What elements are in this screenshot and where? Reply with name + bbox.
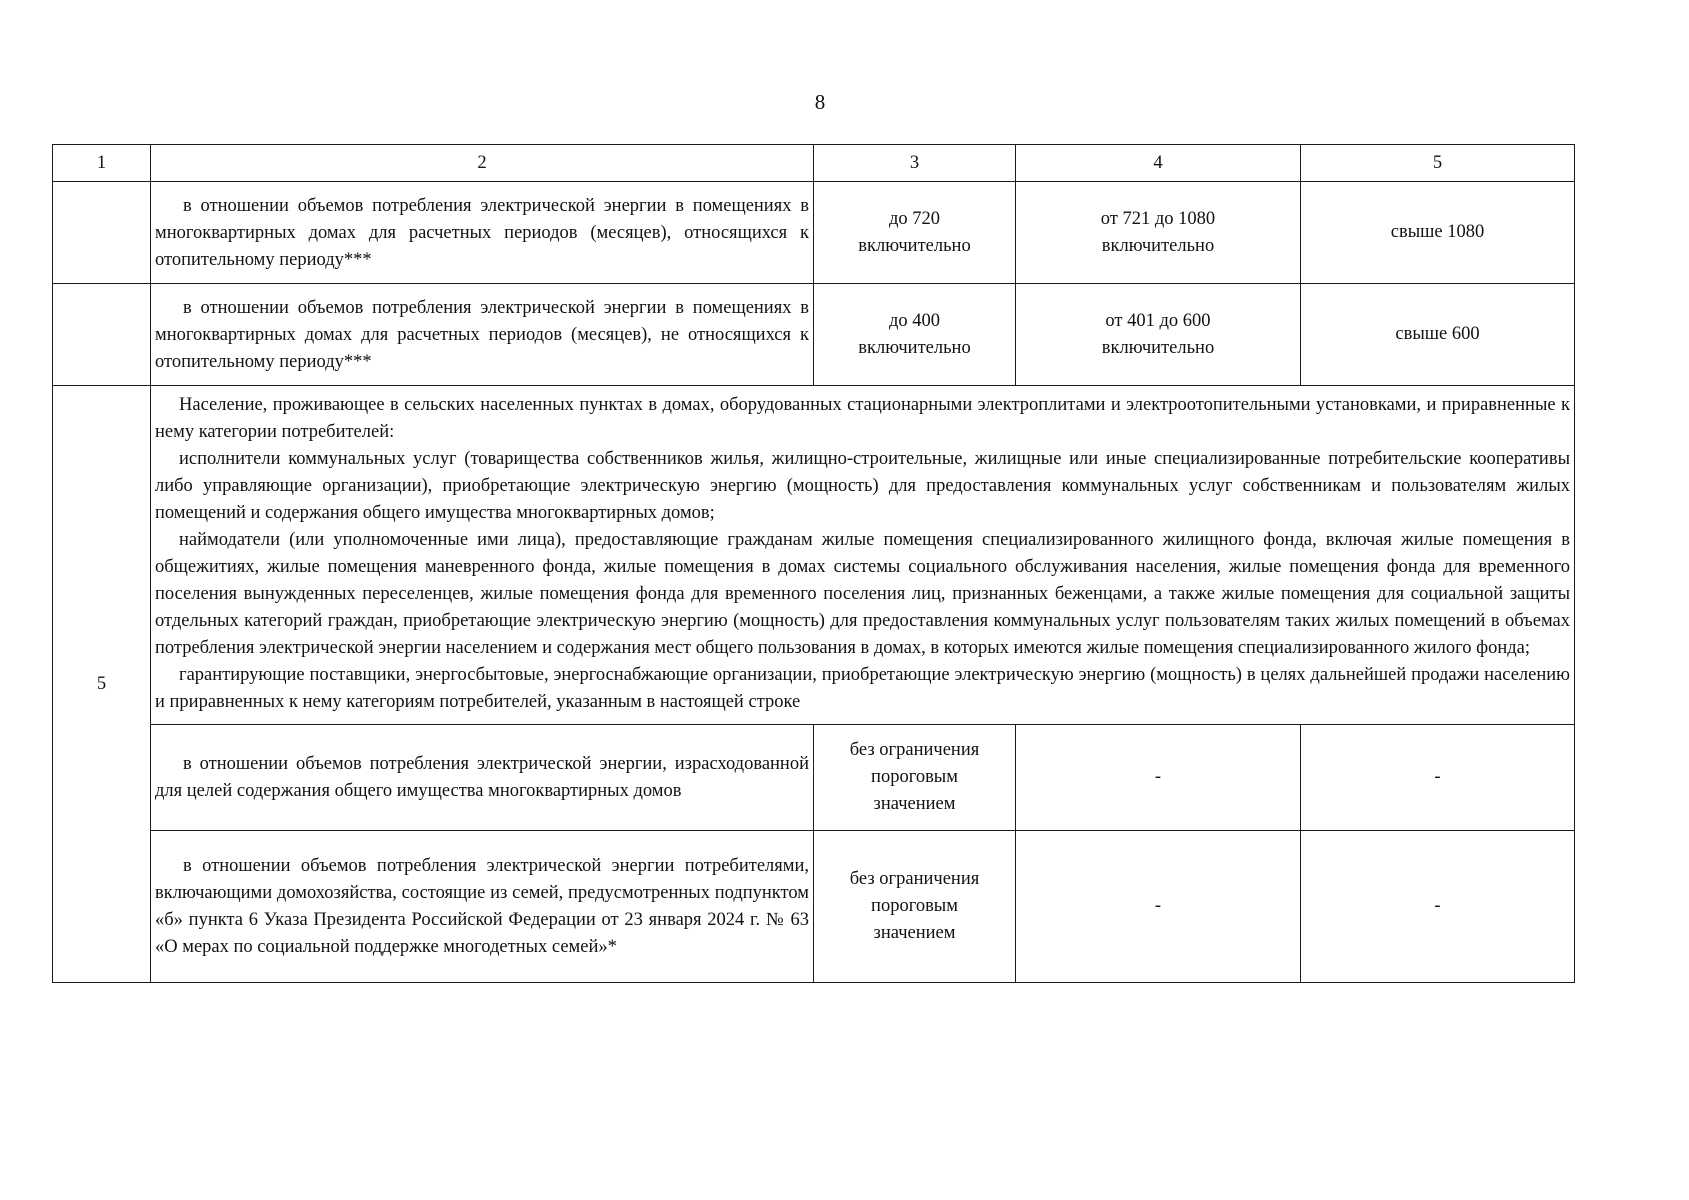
threshold-low-cell (814, 284, 1016, 386)
section-5-description (151, 386, 1575, 725)
page-number: 8 (814, 90, 826, 114)
table-header-row (53, 145, 1575, 182)
threshold-high-cell: свыше 600 (1301, 284, 1575, 386)
row-number-cell: 5 (53, 386, 151, 983)
threshold-mid-line-2: включительно (1101, 235, 1215, 256)
header-cell-4: 4 (1016, 145, 1301, 182)
threshold-low-line-2: пороговым (871, 767, 958, 787)
threshold-high-cell: свыше 1080 (1301, 182, 1575, 284)
row-number-cell-empty (53, 182, 151, 284)
header-cell-2: 2 (151, 145, 814, 182)
threshold-low-line-3: значением (873, 794, 956, 814)
threshold-low-cell (814, 831, 1016, 983)
threshold-mid-cell: - (1016, 831, 1301, 983)
threshold-low-line-2: включительно (858, 235, 971, 256)
threshold-mid-cell: - (1016, 725, 1301, 831)
threshold-high-cell: - (1301, 725, 1575, 831)
threshold-mid-line-1: от 721 до 1080 (1100, 208, 1216, 229)
table-row-non-heating-period (53, 284, 1575, 386)
threshold-mid-cell (1016, 284, 1301, 386)
threshold-low-line-1: без ограничения (849, 869, 980, 889)
section-paragraph: исполнители коммунальных услуг (товарищества собственников жилья, жилищно-строительные, жилищные или иные специализированные потребительские кооперативы либо управляющие организации), приобретающие электрическую энергию (мощность) для предоставления коммунальных услуг собственникам и пользователям жилых помещений и содержания общего имущества многоквартирных домов; (155, 449, 1570, 523)
section-paragraph: наймодатели (или уполномоченные ими лица), предоставляющие гражданам жилые помещения специализированного жилищного фонда, включая жилые помещения в общежитиях, жилые помещения маневренного фонда, жилые помещения в домах системы социального обслуживания населения, жилые помещения фонда для временного поселения вынужденных переселенцев, жилые помещения фонда для временного поселения лиц, признанных беженцами, а также жилые помещения для социальной защиты отдельных категорий граждан, приобретающие электрическую энергию (мощность) для предоставления коммунальных услуг пользователям таких жилых помещений в объемах потребления электрической энергии населением и содержания мест общего пользования в домах, в которых имеются жилые помещения специализированного жилого фонда; (155, 530, 1570, 658)
threshold-mid-line-2: включительно (1101, 337, 1215, 358)
section-paragraph: Население, проживающее в сельских населенных пунктах в домах, оборудованных стационарными электроплитами и электроотопительными установками, и приравненные к нему категории потребителей: (155, 395, 1570, 442)
description-cell: в отношении объемов потребления электрической энергии, израсходованной для целей содержания общего имущества многоквартирных домов (151, 725, 814, 831)
threshold-low-cell (814, 182, 1016, 284)
table-row-section-5-heading (53, 386, 1575, 725)
threshold-low-line-1: без ограничения (849, 740, 980, 760)
description-cell: в отношении объемов потребления электрической энергии в помещениях в многоквартирных домах для расчетных периодов (месяцев), относящихся к отопительному периоду*** (151, 182, 814, 284)
threshold-high-cell: - (1301, 831, 1575, 983)
header-cell-1: 1 (53, 145, 151, 182)
threshold-low-line-3: значением (873, 923, 956, 943)
threshold-low-line-1: до 720 (888, 208, 941, 229)
table-row-common-property (53, 725, 1575, 831)
header-cell-5: 5 (1301, 145, 1575, 182)
row-number-cell-empty (53, 284, 151, 386)
description-cell: в отношении объемов потребления электрической энергии в помещениях в многоквартирных домах для расчетных периодов (месяцев), не относящихся к отопительному периоду*** (151, 284, 814, 386)
table-row-heating-period (53, 182, 1575, 284)
threshold-low-line-1: до 400 (888, 310, 941, 331)
tariff-table (52, 144, 1575, 983)
description-cell: в отношении объемов потребления электрической энергии потребителями, включающими домохозяйства, состоящие из семей, предусмотренных подпунктом «б» пункта 6 Указа Президента Российской Федерации от 23 января 2024 г. № 63 «О мерах по социальной поддержке многодетных семей»* (151, 831, 814, 983)
threshold-mid-line-1: от 401 до 600 (1105, 310, 1211, 331)
threshold-mid-cell (1016, 182, 1301, 284)
threshold-low-line-2: пороговым (871, 896, 958, 916)
threshold-low-line-2: включительно (858, 337, 971, 358)
table-row-large-families (53, 831, 1575, 983)
header-cell-3: 3 (814, 145, 1016, 182)
threshold-low-cell (814, 725, 1016, 831)
section-paragraph: гарантирующие поставщики, энергосбытовые, энергоснабжающие организации, приобретающие электрическую энергию (мощность) в целях дальнейшей продажи населению и приравненных к нему категориям потребителей, указанным в настоящей строке (155, 665, 1570, 712)
